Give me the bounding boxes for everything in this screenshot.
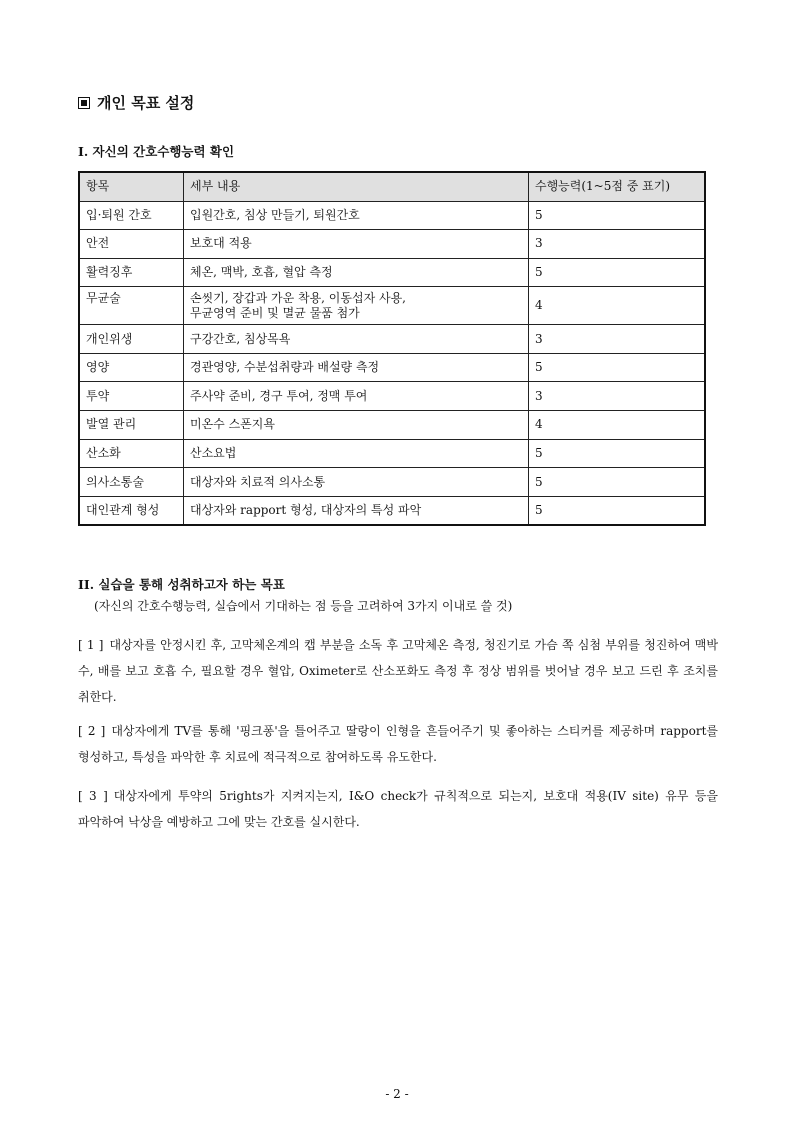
- row-item: 무균술: [79, 287, 184, 325]
- row-item: 활력징후: [79, 258, 184, 287]
- page-title-text: 개인 목표 설정: [97, 94, 195, 112]
- row-item: 산소화: [79, 439, 184, 468]
- table-header-row: [79, 172, 705, 201]
- nursing-skills-table: [78, 171, 706, 526]
- row-score: 5: [529, 258, 706, 287]
- section2-heading: II. 실습을 통해 성취하고자 하는 목표: [78, 577, 285, 592]
- column-header-score: 수행능력(1~5점 중 표기): [529, 172, 706, 201]
- row-detail: 경관영양, 수분섭취량과 배설량 측정: [184, 353, 529, 382]
- table-row: [79, 230, 705, 259]
- row-detail: 구강간호, 침상목욕: [184, 325, 529, 354]
- goal-text: 대상자에게 투약의 5rights가 지켜지는지, I&O check가 규칙적으로 되는지, 보호대 적용(IV site) 유무 등을 파악하여 낙상을 예방하고 그에 맞는 간호를 실시한다.: [78, 789, 718, 829]
- goal-text: 대상자에게 TV를 통해 '핑크퐁'을 틀어주고 딸랑이 인형을 흔들어주기 및 좋아하는 스티커를 제공하며 rapport를 형성하고, 특성을 파악한 후 치료에 적극적으로 참여하도록 유도한다.: [78, 724, 718, 764]
- table-row: [79, 201, 705, 230]
- table-row: [79, 325, 705, 354]
- row-score: 3: [529, 325, 706, 354]
- section1-heading: I. 자신의 간호수행능력 확인: [78, 144, 235, 159]
- goal-number: [ 1 ]: [78, 638, 104, 652]
- row-item: 입·퇴원 간호: [79, 201, 184, 230]
- column-header-item: 항목: [79, 172, 184, 201]
- row-detail: 체온, 맥박, 호흡, 혈압 측정: [184, 258, 529, 287]
- square-bullet-icon: [78, 97, 90, 109]
- row-detail: 입원간호, 침상 만들기, 퇴원간호: [184, 201, 529, 230]
- row-detail-line2: 무균영역 준비 및 멸균 물품 첨가: [190, 305, 360, 320]
- row-score: 5: [529, 496, 706, 525]
- table-row: [79, 496, 705, 525]
- row-detail: 대상자와 치료적 의사소통: [184, 468, 529, 497]
- row-item: 영양: [79, 353, 184, 382]
- page-title: [78, 92, 194, 113]
- page-number: - 2 -: [385, 1087, 409, 1101]
- row-detail: 미온수 스폰지욕: [184, 411, 529, 440]
- row-score: 5: [529, 201, 706, 230]
- section2-instructions: (자신의 간호수행능력, 실습에서 기대하는 점 등을 고려하여 3가지 이내로 쓸 것): [94, 599, 513, 613]
- column-header-detail: 세부 내용: [184, 172, 529, 201]
- row-score: 4: [529, 287, 706, 325]
- table-row: [79, 287, 705, 325]
- row-score: 5: [529, 439, 706, 468]
- table-row: [79, 468, 705, 497]
- row-detail: 보호대 적용: [184, 230, 529, 259]
- row-score: 5: [529, 468, 706, 497]
- row-detail: 산소요법: [184, 439, 529, 468]
- goal-item: [78, 783, 718, 835]
- table-row: [79, 411, 705, 440]
- goal-item: [78, 632, 718, 710]
- row-detail-line1: 손씻기, 장갑과 가운 착용, 이동섭자 사용,: [190, 290, 406, 305]
- table-row: [79, 258, 705, 287]
- row-detail: [184, 287, 529, 325]
- row-score: 3: [529, 382, 706, 411]
- row-score: 5: [529, 353, 706, 382]
- table-row: [79, 439, 705, 468]
- table-row: [79, 382, 705, 411]
- goal-number: [ 3 ]: [78, 789, 108, 803]
- goal-number: [ 2 ]: [78, 724, 106, 738]
- row-item: 의사소통술: [79, 468, 184, 497]
- row-score: 3: [529, 230, 706, 259]
- goal-text: 대상자를 안정시킨 후, 고막체온계의 캡 부분을 소독 후 고막체온 측정, 청진기로 가슴 쪽 심첨 부위를 청진하여 맥박 수, 배를 보고 호흡 수, 필요할 경우 혈압, Oximeter로 산소포화도 측정 후 정상 범위를 벗어날 경우 보고 드린 후 조치를 취한다.: [78, 638, 718, 704]
- row-score: 4: [529, 411, 706, 440]
- row-item: 대인관계 형성: [79, 496, 184, 525]
- row-item: 개인위생: [79, 325, 184, 354]
- goal-item: [78, 718, 718, 770]
- row-detail: 주사약 준비, 경구 투여, 정맥 투여: [184, 382, 529, 411]
- row-item: 발열 관리: [79, 411, 184, 440]
- row-item: 투약: [79, 382, 184, 411]
- row-item: 안전: [79, 230, 184, 259]
- table-row: [79, 353, 705, 382]
- row-detail: 대상자와 rapport 형성, 대상자의 특성 파악: [184, 496, 529, 525]
